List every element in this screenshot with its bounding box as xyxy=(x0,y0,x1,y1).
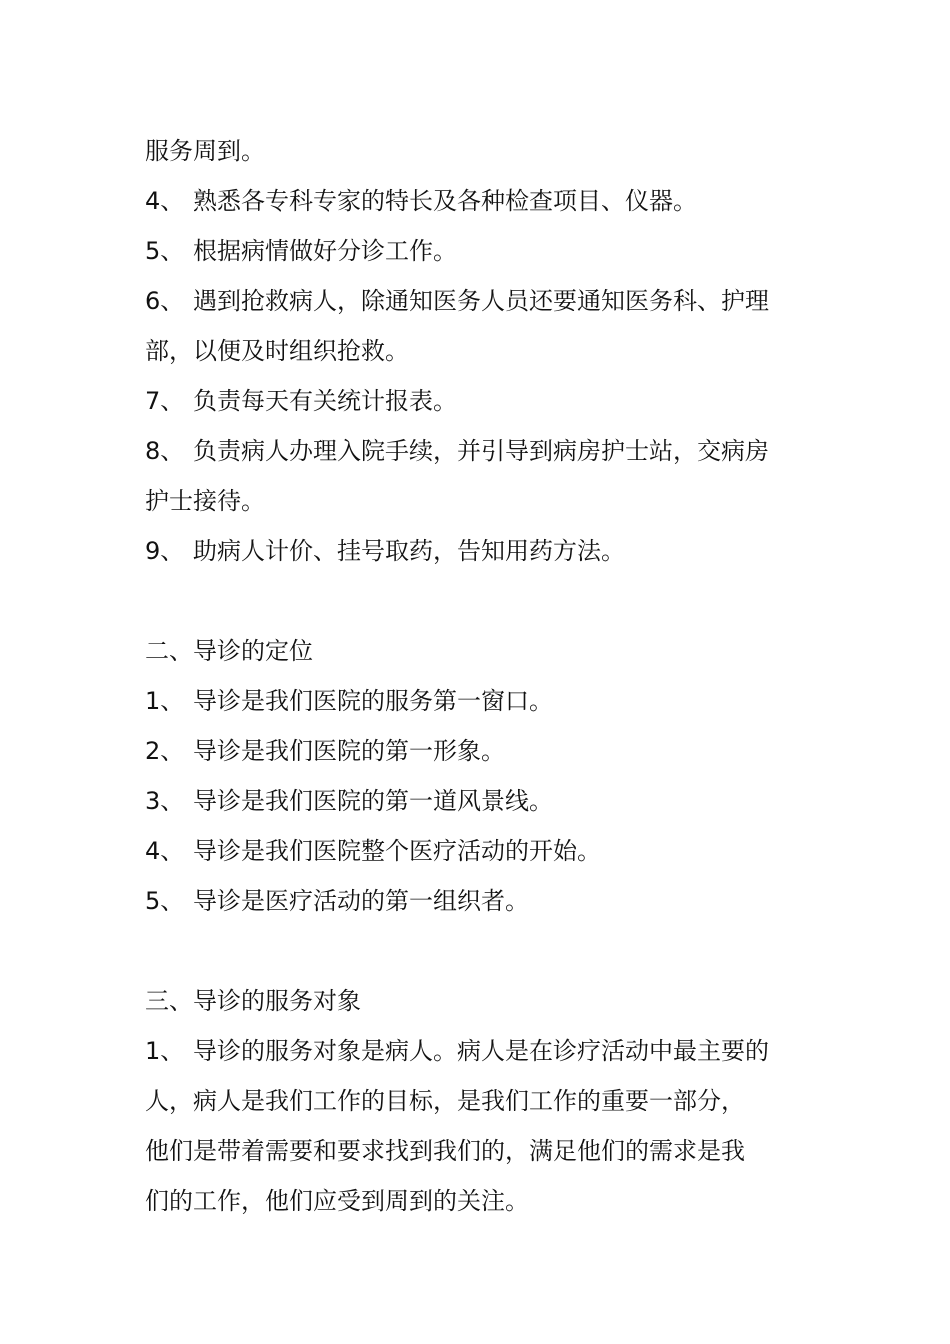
list-item xyxy=(145,726,810,776)
list-item xyxy=(145,226,810,276)
item-text: 助病人计价、挂号取药，告知用药方法。 xyxy=(193,537,625,565)
item-text: 导诊是我们医院的第一形象。 xyxy=(193,737,505,765)
list-item xyxy=(145,376,810,426)
item-continuation: 他们是带着需要和要求找到我们的，满足他们的需求是我 xyxy=(145,1137,745,1165)
item-text: 熟悉各专科专家的特长及各种检查项目、仪器。 xyxy=(193,187,697,215)
list-item xyxy=(145,876,810,926)
item-number: 2、 xyxy=(145,737,185,765)
item-number: 6、 xyxy=(145,287,185,315)
item-text: 导诊是我们医院的服务第一窗口。 xyxy=(193,687,553,715)
item-continuation: 人，病人是我们工作的目标，是我们工作的重要一部分， xyxy=(145,1087,745,1115)
section-spacer xyxy=(145,926,810,976)
item-number: 7、 xyxy=(145,387,185,415)
item-text: 导诊是我们医院整个医疗活动的开始。 xyxy=(193,837,601,865)
item-number: 1、 xyxy=(145,1037,185,1065)
item-continuation: 们的工作，他们应受到周到的关注。 xyxy=(145,1187,529,1215)
list-item xyxy=(145,1026,810,1076)
item-continuation: 部，以便及时组织抢救。 xyxy=(145,337,409,365)
item-text: 导诊的服务对象是病人。病人是在诊疗活动中最主要的 xyxy=(193,1037,769,1065)
item-text: 导诊是医疗活动的第一组织者。 xyxy=(193,887,529,915)
item-number: 1、 xyxy=(145,687,185,715)
list-item xyxy=(145,676,810,726)
continuation-text: 服务周到。 xyxy=(145,137,265,165)
list-item xyxy=(145,426,810,476)
list-item xyxy=(145,826,810,876)
item-text: 根据病情做好分诊工作。 xyxy=(193,237,457,265)
item-text: 负责病人办理入院手续，并引导到病房护士站，交病房 xyxy=(193,437,769,465)
item-number: 3、 xyxy=(145,787,185,815)
list-item xyxy=(145,776,810,826)
item-text: 遇到抢救病人，除通知医务人员还要通知医务科、护理 xyxy=(193,287,769,315)
item-text: 导诊是我们医院的第一道风景线。 xyxy=(193,787,553,815)
list-item xyxy=(145,176,810,226)
item-number: 8、 xyxy=(145,437,185,465)
section-heading: 三、导诊的服务对象 xyxy=(145,987,361,1015)
item-number: 4、 xyxy=(145,837,185,865)
item-number: 5、 xyxy=(145,237,185,265)
list-item xyxy=(145,526,810,576)
section-spacer xyxy=(145,576,810,626)
section-heading: 二、导诊的定位 xyxy=(145,637,313,665)
item-number: 9、 xyxy=(145,537,185,565)
item-continuation: 护士接待。 xyxy=(145,487,265,515)
list-item xyxy=(145,276,810,326)
document-body xyxy=(145,126,810,1226)
item-number: 4、 xyxy=(145,187,185,215)
item-number: 5、 xyxy=(145,887,185,915)
item-text: 负责每天有关统计报表。 xyxy=(193,387,457,415)
